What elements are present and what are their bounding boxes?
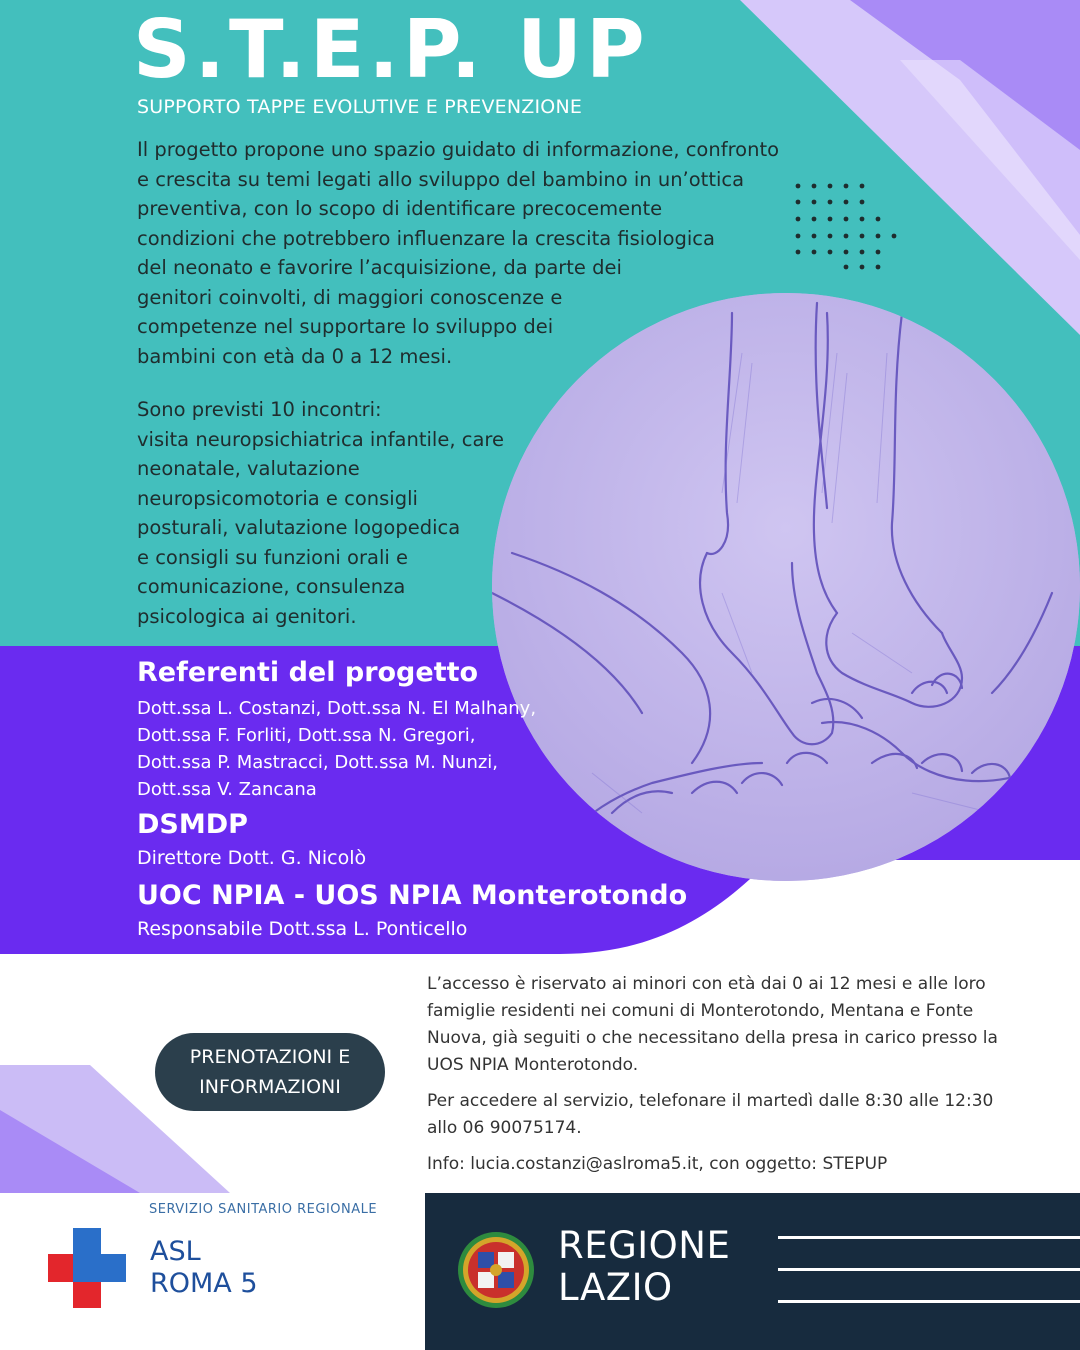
dsmdp-heading: DSMDP — [137, 809, 248, 840]
meetings-paragraph: Sono previsti 10 incontri: visita neuropsichiatrica infantile, care neonatale, valutazione neuropsicomotoria e consigli posturali, valutazione logopedica e consigli su funzioni orali e comunicazione, consulenza psicologica ai genitori. — [137, 398, 504, 628]
phone-info-text: Per accedere al servizio, telefonare il martedì dalle 8:30 alle 12:30 allo 06 90075174. — [427, 1091, 994, 1138]
email-info-text: Info: lucia.costanzi@aslroma5.it, con oggetto: STEPUP — [427, 1154, 888, 1174]
regione-name-line1: REGIONE — [558, 1224, 731, 1267]
uoc-responsible: Responsabile Dott.ssa L. Ponticello — [137, 918, 468, 940]
asl-name-line2: ROMA 5 — [150, 1268, 258, 1299]
feet-illustration — [492, 293, 1080, 881]
dsmdp-director: Direttore Dott. G. Nicolò — [137, 847, 367, 869]
asl-name-line1: ASL — [150, 1236, 201, 1267]
regione-lazio-crest-icon — [456, 1228, 536, 1312]
referents-heading: Referenti del progetto — [137, 657, 479, 688]
regione-name-line2: LAZIO — [558, 1266, 673, 1309]
uoc-heading: UOC NPIA - UOS NPIA Monterotondo — [137, 880, 688, 911]
page-title: S.T.E.P. UP — [133, 3, 649, 96]
decorative-stripes — [778, 1230, 1080, 1310]
ssr-label: SERVIZIO SANITARIO REGIONALE — [149, 1202, 378, 1217]
feet-sketch-icon — [492, 293, 1080, 881]
referents-names: Dott.ssa L. Costanzi, Dott.ssa N. El Malhany, Dott.ssa F. Forliti, Dott.ssa N. Gregori, Dott.ssa P. Mastracci, Dott.ssa M. Nunzi, Dott.ssa V. Zancana — [137, 698, 537, 800]
booking-info-button[interactable]: PRENOTAZIONI E INFORMAZIONI — [155, 1033, 385, 1111]
intro-paragraph: Il progetto propone uno spazio guidato di informazione, confronto e crescita su temi legati allo sviluppo del bambino in un’ottica preventiva, con lo scopo di identificare precocemente condizioni che potrebbero influenzare la crescita fisiologica del neonato e favorire l’acquisizione, da parte dei genitori coinvolti, di maggiori conoscenze e competenze nel supportare lo sviluppo dei bambini con età da 0 a 12 mesi. — [137, 138, 780, 368]
access-info-text: L’accesso è riservato ai minori con età dai 0 ai 12 mesi e alle loro famiglie residenti nei comuni di Monterotondo, Mentana e Fonte Nuova, già seguiti o che necessitano della presa in carico presso la UOS NPIA Monterotondo. — [427, 974, 998, 1075]
asl-cross-icon — [48, 1228, 126, 1308]
page-subtitle: SUPPORTO TAPPE EVOLUTIVE E PREVENZIONE — [137, 96, 583, 118]
